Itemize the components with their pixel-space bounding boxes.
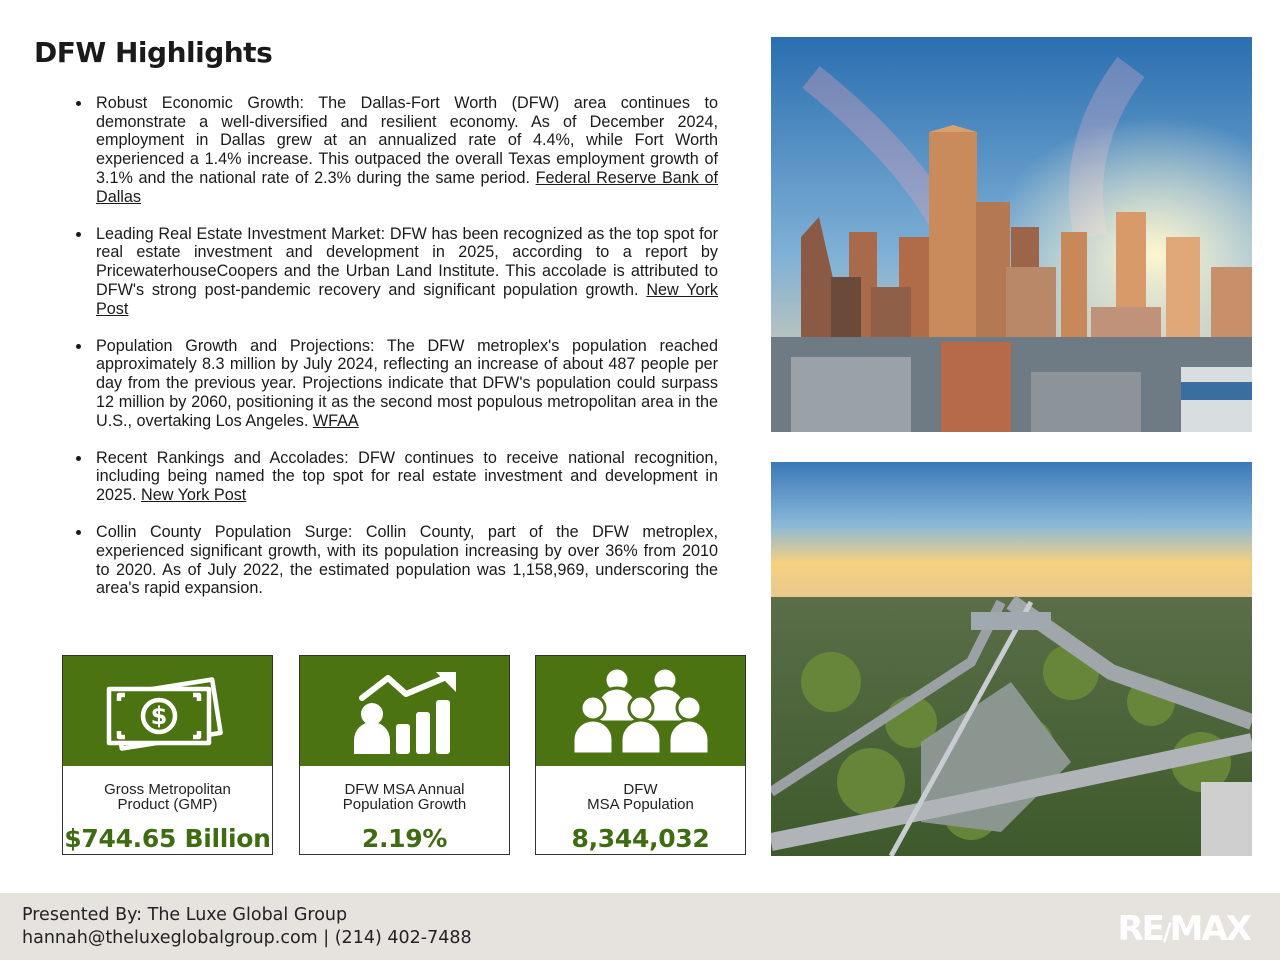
dallas-aerial-photo: [771, 462, 1252, 856]
footer: [0, 893, 1280, 960]
stat-value: 2.19%: [361, 824, 448, 853]
stat-value: 8,344,032: [571, 824, 710, 853]
remax-logo: RE/MAX: [1117, 909, 1250, 949]
dallas-skyline-photo: [771, 37, 1252, 432]
money-icon: [103, 669, 233, 753]
stat-label-text: Gross Metropolitan Product (GMP): [104, 781, 231, 813]
source-link[interactable]: New York Post: [141, 486, 247, 505]
list-item: [74, 337, 718, 431]
stat-card-population-growth: [299, 655, 510, 855]
highlights-list: [74, 94, 718, 617]
list-item: [74, 449, 718, 505]
stat-icon-band: [63, 656, 272, 766]
growth-chart-icon: [350, 666, 460, 756]
list-item: [74, 94, 718, 206]
list-item: [74, 523, 718, 598]
list-item: [74, 225, 718, 319]
stat-label-text: DFW MSA Annual Population Growth: [342, 781, 467, 813]
stat-value: $744.65 Billion: [64, 824, 271, 853]
stat-icon-band: [300, 656, 509, 766]
bullet-text: Robust Economic Growth: The Dallas-Fort Worth (DFW) area continues to demonstrate a well-diversified and resilient economy. As of December 2024, employment in Dallas grew at an annualized rate of 4.4%, while Fort Worth experienced a 1.4% increase. This outpaced the overall Texas employment growth of 3.1% and the national rate of 2.3% during the same period.: [96, 94, 718, 187]
source-link[interactable]: WFAA: [312, 411, 359, 430]
bullet-text: Leading Real Estate Investment Market: DFW has been recognized as the top spot for real estate investment and development in 2025, according to a report by PricewaterhouseCoopers and the Urban Land Institute. This accolade is attributed to DFW's strong post-pandemic recovery and significant population growth.: [96, 224, 718, 299]
stat-label: [536, 766, 745, 812]
stat-label: [300, 766, 509, 812]
stat-card-gmp: [62, 655, 273, 855]
contact-info: hannah@theluxeglobalgroup.com | (214) 402-7488: [22, 928, 472, 948]
stat-label-text: DFW MSA Population: [587, 781, 694, 813]
svg-text:$: $: [150, 702, 167, 730]
bullet-text: Collin County Population Surge: Collin County, part of the DFW metroplex, experienced significant growth, with its population increasing by over 36% from 2010 to 2020. As of July 2022, the estimated population was 1,158,969, underscoring the area's rapid expansion.: [96, 523, 718, 598]
source-link[interactable]: Federal Reserve Bank of Dallas: [96, 168, 718, 206]
source-link[interactable]: New York Post: [96, 280, 719, 318]
people-group-icon: [571, 666, 711, 756]
presented-by: Presented By: The Luxe Global Group: [22, 905, 348, 925]
bullet-text: Recent Rankings and Accolades: DFW continues to receive national recognition, including being named the top spot for real estate investment and development in 2025.: [96, 448, 718, 505]
stat-icon-band: [536, 656, 745, 766]
page-title: DFW Highlights: [34, 36, 273, 69]
stat-label: [63, 766, 272, 812]
stat-card-msa-population: [535, 655, 746, 855]
bullet-text: Population Growth and Projections: The DFW metroplex's population reached approximately 8.3 million by July 2024, reflecting an increase of about 487 people per day from the previous year. Projections indicate that DFW's population could surpass 12 million by 2060, positioning it as the second most populous metropolitan area in the U.S., overtaking Los Angeles.: [96, 336, 718, 430]
